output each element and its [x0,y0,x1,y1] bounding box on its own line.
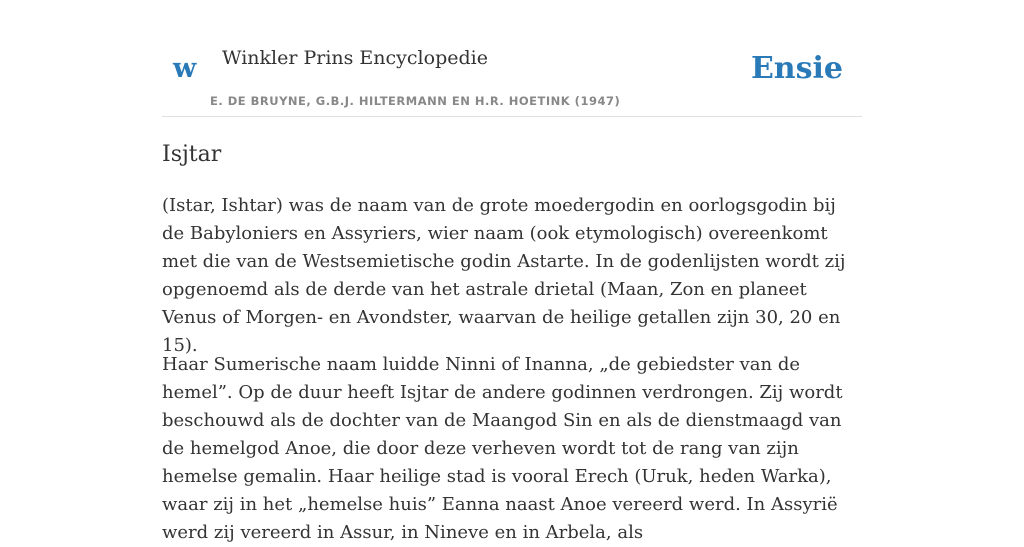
winkler-prins-logo[interactable]: w [173,53,197,84]
site-header [162,0,862,117]
page [162,0,862,543]
article-paragraph: (Istar, Ishtar) was de naam van de grote moedergodin en oorlogsgodin bij de Babyloniers en Assyriers, wier naam (ook etymologisch) overeenkomt met die van de Westsemietische godin Astarte. In de godenlijsten wordt zij opgenoemd als de derde van het astrale drietal (Maan, Zon en planeet Venus of Morgen- en Avondster, waarvan de heilige getallen zijn 30, 20 en 15). [162,195,846,356]
article-title: Isjtar [162,142,222,167]
ensie-brand-logo[interactable]: Ensie [750,51,843,86]
publication-authors: E. DE BRUYNE, G.B.J. HILTERMANN EN H.R. HOETINK (1947) [210,94,621,108]
publication-title: Winkler Prins Encyclopedie [222,47,488,69]
article-paragraph: Haar Sumerische naam luidde Ninni of Inanna, „de gebiedster van de hemel”. Op de duur heeft Isjtar de andere godinnen verdrongen. Zij wordt beschouwd als de dochter van de Maangod Sin en als de dienstmaagd van de hemelgod Anoe, die door deze verheven wordt tot de rang van zijn hemelse gemalin. Haar heilige stad is vooral Erech (Uruk, heden Warka), waar zij in het „hemelse huis” Eanna naast Anoe vereerd werd. In Assyrië werd zij vereerd in Assur, in Nineve en in Arbela, als [162,354,843,543]
